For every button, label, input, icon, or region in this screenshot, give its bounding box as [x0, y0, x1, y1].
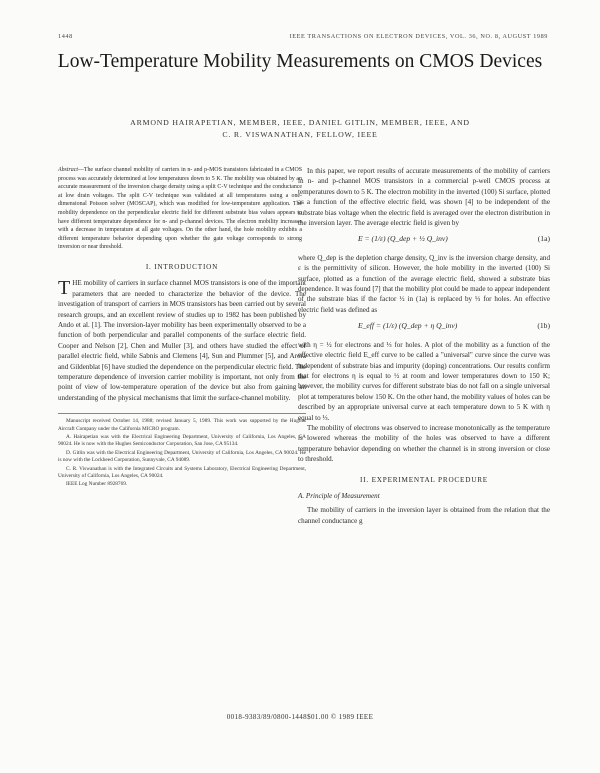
right-paragraph-4: The mobility of electrons was observed to increase monotonically as the temperature is lowered whereas the mobility of the holes was observed to have a different temperature behavior depending on whether the channel is in strong inversion or close to threshold.	[298, 423, 550, 464]
journal-line: IEEE TRANSACTIONS ON ELECTRON DEVICES, VOL. 36, NO. 8, AUGUST 1989	[289, 33, 548, 40]
section-1-heading: I. INTRODUCTION	[145, 262, 219, 271]
equation-1a	[298, 234, 550, 244]
footnote-gitlin: D. Gitlin was with the Electrical Engineering Department, University of California, Los Angeles, CA 90024. He is now with the Lockheed Corporation, Sunnyvale, CA 94089.	[58, 449, 306, 464]
right-paragraph-2: where Q_dep is the depletion charge density, Q_inv is the inversion charge density, and ε is the permittivity of silicon. However, the hole mobility in the inverted (100) Si surface, plotted as a function of the average electric field, showed a substrate bias dependence. It was found [7] that the mobility plot could be made to appear independent of the substrate bias if the factor ½ in (1a) is replaced by ⅓ for holes. An effective electric field was defined as	[298, 253, 550, 314]
copyright-line: 0018-9383/89/0800-1448$01.00 © 1989 IEEE	[226, 713, 374, 721]
abstract-text: —The surface channel mobility of carriers in n- and p-MOS transistors fabricated in a CMOS process was accurately determined at low temperatures down to 5 K. The mobility was obtained by an accurate measurement of the inversion charge density using a split C-V technique and the conductance at low drain voltages. The split C-V technique was validated at all temperatures using a one-dimensional Poisson solver (MOSCAP), which was modified for low-temperature application. The mobility dependence on the perpendicular electric field for different substrate bias values appears to have different temperature dependence for n- and p-channel devices. The electron mobility increases with a decrease in temperature at all gate voltages. On the other hand, the hole mobility exhibits a different temperature behavior depending upon whether the gate voltage corresponds to strong inversion or near threshold.	[58, 167, 302, 251]
right-paragraph-5: The mobility of carriers in the inversion layer is obtained from the relation that the channel conductance g	[298, 506, 550, 525]
right-paragraph-1: In this paper, we report results of accurate measurements of the mobility of carriers in n- and p-channel MOS transistors in a commercial p-well CMOS process at temperatures down to 5 K. The electron mobility in the inverted (100) Si surface, plotted as a function of the effective electric field, was shown [4] to be independent of the substrate bias voltage when the electric field is averaged over the electron distribution in the inversion layer. The average electric field is given by	[298, 167, 550, 228]
running-header	[58, 33, 548, 40]
footnote-log-number: IEEE Log Number 8928769.	[66, 481, 128, 488]
footnotes	[58, 413, 306, 489]
section-2-heading: II. EXPERIMENTAL PROCEDURE	[360, 475, 488, 484]
subsection-a-heading: A. Principle of Measurement	[298, 491, 380, 500]
footnote-viswanathan: C. R. Viswanathan is with the Integrated Circuits and Systems Laboratory, Electrical Engineering Department, University of California, Los Angeles, CA 90024.	[58, 465, 306, 480]
equation-1b-number: (1b)	[537, 321, 550, 331]
equation-1a-number: (1a)	[537, 234, 550, 244]
author-line-2: C. R. VISWANATHAN, FELLOW, IEEE	[222, 130, 378, 139]
author-line-1: ARMOND HAIRAPETIAN, MEMBER, IEEE, DANIEL GITLIN, MEMBER, IEEE, AND	[130, 118, 470, 127]
footnote-hairapetian: A. Hairapetian was with the Electrical Engineering Department, University of California, Los Angeles, CA 90024. He is now with the Hughes Semiconductor Corporation, San Jose, CA 95134.	[58, 434, 306, 448]
right-paragraph-3: with η = ½ for electrons and ⅓ for holes. A plot of the mobility as a function of the effective electric field E_eff curve to be called a "universal" curve since the curve was independent of substrate bias and impurity (doping) concentrations. Our results confirm that for electrons η is equal to ½ at room and lower temperatures down to 150 K; however, the mobility curves for different substrate bias do not fall on a single universal plot at temperatures below 150 K. On the other hand, the mobility values of holes can be described by an appropriate universal curve at each temperature down to 5 K with η equal to ⅓.	[298, 340, 550, 422]
footnote-manuscript: Manuscript received October 14, 1988; revised January 5, 1989. This work was supported by the Hughes Aircraft Company under the California MICRO program.	[58, 418, 306, 432]
equation-1b	[298, 321, 550, 331]
abstract-label: Abstract	[58, 167, 78, 173]
intro-paragraph: THE mobility of carriers in surface channel MOS transistors is one of the important parameters that are needed to characterize the behavior of the device. The investigation of transport of carriers in MOS transistors has been carried out by several research groups, and an excellent review of studies up to 1982 has been published by Ando et al. [1]. The inversion-layer mobility has been experimentally observed to be a function of both perpendicular and parallel components of the surface electric field. Cooper and Nelson [2], Chen and Muller [3], and others have studied the effect of parallel electric field, while Sabnis and Clemens [4], Sun and Plummer [5], and Arora and Gildenblat [6] have studied the dependence on the perpendicular electric field. The temperature dependence of inversion carrier mobility is important, not only from the point of view of low-temperature operation of the device but also from gaining an understanding of the physical mechanisms that limit the surface-channel mobility.	[58, 277, 306, 402]
page-number: 1448	[58, 33, 73, 40]
author-block	[60, 117, 540, 141]
right-column	[298, 166, 550, 526]
left-column	[58, 166, 306, 490]
abstract	[58, 166, 302, 252]
equation-1b-body: E_eff = (1/ε) (Q_dep + η Q_inv)	[358, 321, 458, 331]
paper-title: Low-Temperature Mobility Measurements on CMOS Devices	[57, 51, 543, 72]
equation-1a-body: E = (1/ε) (Q_dep + ½ Q_inv)	[358, 234, 448, 244]
